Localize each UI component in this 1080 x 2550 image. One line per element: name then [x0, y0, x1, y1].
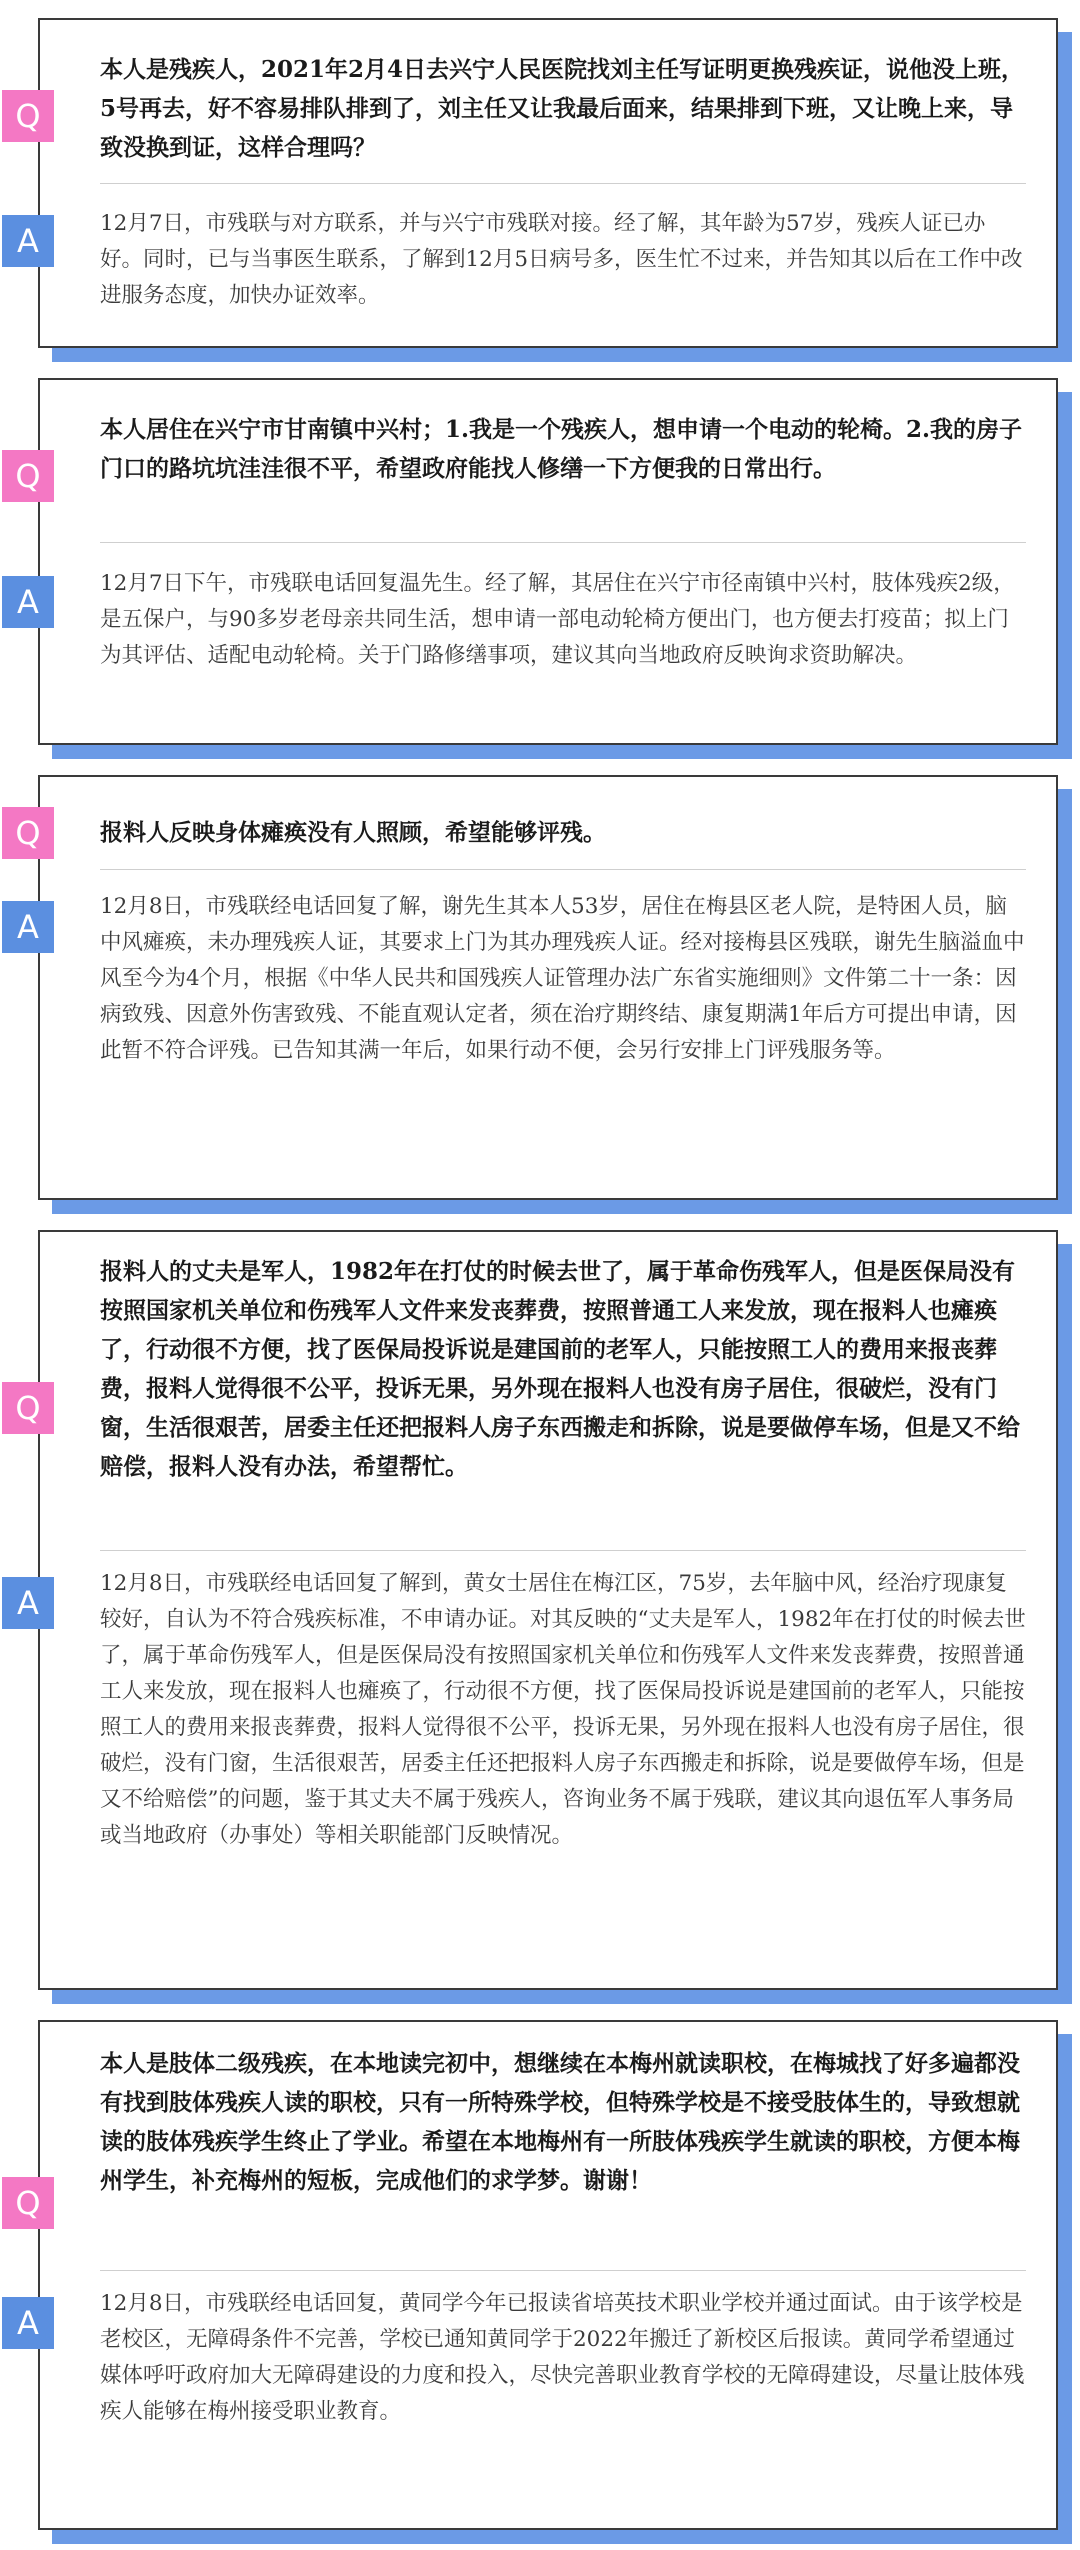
question-badge: Q — [2, 90, 54, 142]
qa-divider — [100, 869, 1026, 870]
qa-card — [15, 378, 1058, 745]
question-text: 本人是肢体二级残疾，在本地读完初中，想继续在本梅州就读职校，在梅城找了好多遍都没有找到肢体残疾人读的职校，只有一所特殊学校，但特殊学校是不接受肢体生的，导致想就读的肢体残疾学生终止了学业。希望在本地梅州有一所肢体残疾学生就读的职校，方便本梅州学生，补充梅州的短板，完成他们的求学梦。谢谢！ — [100, 2050, 1020, 2194]
qa-divider — [100, 2270, 1026, 2271]
answer-text: 12月8日，市残联经电话回复，黄同学今年已报读省培英技术职业学校并通过面试。由于该学校是老校区，无障碍条件不完善，学校已通知黄同学于2022年搬迁了新校区后报读。黄同学希望通过媒体呼吁政府加大无障碍建设的力度和投入，尽快完善职业教育学校的无障碍建设，尽量让肢体残疾人能够在梅州接受职业教育。 — [100, 2291, 1025, 2424]
question-badge: Q — [2, 450, 54, 502]
answer-badge: A — [2, 901, 54, 953]
answer-text: 12月7日，市残联与对方联系，并与兴宁市残联对接。经了解，其年龄为57岁，残疾人证已办好。同时，已与当事医生联系，了解到12月5日病号多，医生忙不过来，并告知其以后在工作中改进服务态度，加快办证效率。 — [100, 211, 1023, 308]
qa-card — [15, 2020, 1058, 2530]
answer-badge: A — [2, 215, 54, 267]
qa-card — [15, 775, 1058, 1200]
question-text: 本人居住在兴宁市甘南镇中兴村；1.我是一个残疾人，想申请一个电动的轮椅。2.我的房子门口的路坑坑洼洼很不平，希望政府能找人修缮一下方便我的日常出行。 — [100, 416, 1023, 482]
qa-divider — [100, 542, 1026, 543]
answer-badge: A — [2, 576, 54, 628]
question-badge: Q — [2, 807, 54, 859]
question-badge: Q — [2, 1382, 54, 1434]
qa-divider — [100, 183, 1026, 184]
qa-divider — [100, 1550, 1026, 1551]
answer-text: 12月8日，市残联经电话回复了解，谢先生其本人53岁，居住在梅县区老人院，是特困人员，脑中风瘫痪，未办理残疾人证，其要求上门为其办理残疾人证。经对接梅县区残联，谢先生脑溢血中风至今为4个月，根据《中华人民共和国残疾人证管理办法广东省实施细则》文件第二十一条：因病致残、因意外伤害致残、不能直观认定者，须在治疗期终结、康复期满1年后方可提出申请，因此暂不符合评残。已告知其满一年后，如果行动不便，会另行安排上门评残服务等。 — [100, 894, 1025, 1063]
question-text: 报料人的丈夫是军人，1982年在打仗的时候去世了，属于革命伤残军人，但是医保局没有按照国家机关单位和伤残军人文件来发丧葬费，按照普通工人来发放，现在报料人也瘫痪了，行动很不方便，找了医保局投诉说是建国前的老军人，只能按照工人的费用来报丧葬费，报料人觉得很不公平，投诉无果，另外现在报料人也没有房子居住，很破烂，没有门窗，生活很艰苦，居委主任还把报料人房子东西搬走和拆除，说是要做停车场，但是又不给赔偿，报料人没有办法，希望帮忙。 — [100, 1258, 1020, 1480]
qa-card — [15, 1230, 1058, 1990]
question-text: 报料人反映身体瘫痪没有人照顾，希望能够评残。 — [100, 819, 606, 846]
question-badge: Q — [2, 2177, 54, 2229]
qa-card — [15, 18, 1058, 348]
answer-badge: A — [2, 1577, 54, 1629]
answer-text: 12月7日下午，市残联电话回复温先生。经了解，其居住在兴宁市径南镇中兴村，肢体残疾2级，是五保户，与90多岁老母亲共同生活，想申请一部电动轮椅方便出门，也方便去打疫苗；拟上门为其评估、适配电动轮椅。关于门路修缮事项，建议其向当地政府反映询求资助解决。 — [100, 571, 1015, 668]
question-text: 本人是残疾人，2021年2月4日去兴宁人民医院找刘主任写证明更换残疾证，说他没上班，5号再去，好不容易排队排到了，刘主任又让我最后面来，结果排到下班，又让晚上来，导致没换到证，这样合理吗？ — [100, 56, 1025, 161]
answer-text: 12月8日，市残联经电话回复了解到，黄女士居住在梅江区，75岁，去年脑中风，经治疗现康复较好，自认为不符合残疾标准，不申请办证。对其反映的“丈夫是军人，1982年在打仗的时候去世了，属于革命伤残军人，但是医保局没有按照国家机关单位和伤残军人文件来发丧葬费，按照普通工人来发放，现在报料人也瘫痪了，行动很不方便，找了医保局投诉说是建国前的老军人，只能按照工人的费用来报丧葬费，报料人觉得很不公平，投诉无果，另外现在报料人也没有房子居住，很破烂，没有门窗，生活很艰苦，居委主任还把报料人房子东西搬走和拆除，说是要做停车场，但是又不给赔偿”的问题，鉴于其丈夫不属于残疾人，咨询业务不属于残联，建议其向退伍军人事务局或当地政府（办事处）等相关职能部门反映情况。 — [100, 1571, 1026, 1848]
answer-badge: A — [2, 2297, 54, 2349]
